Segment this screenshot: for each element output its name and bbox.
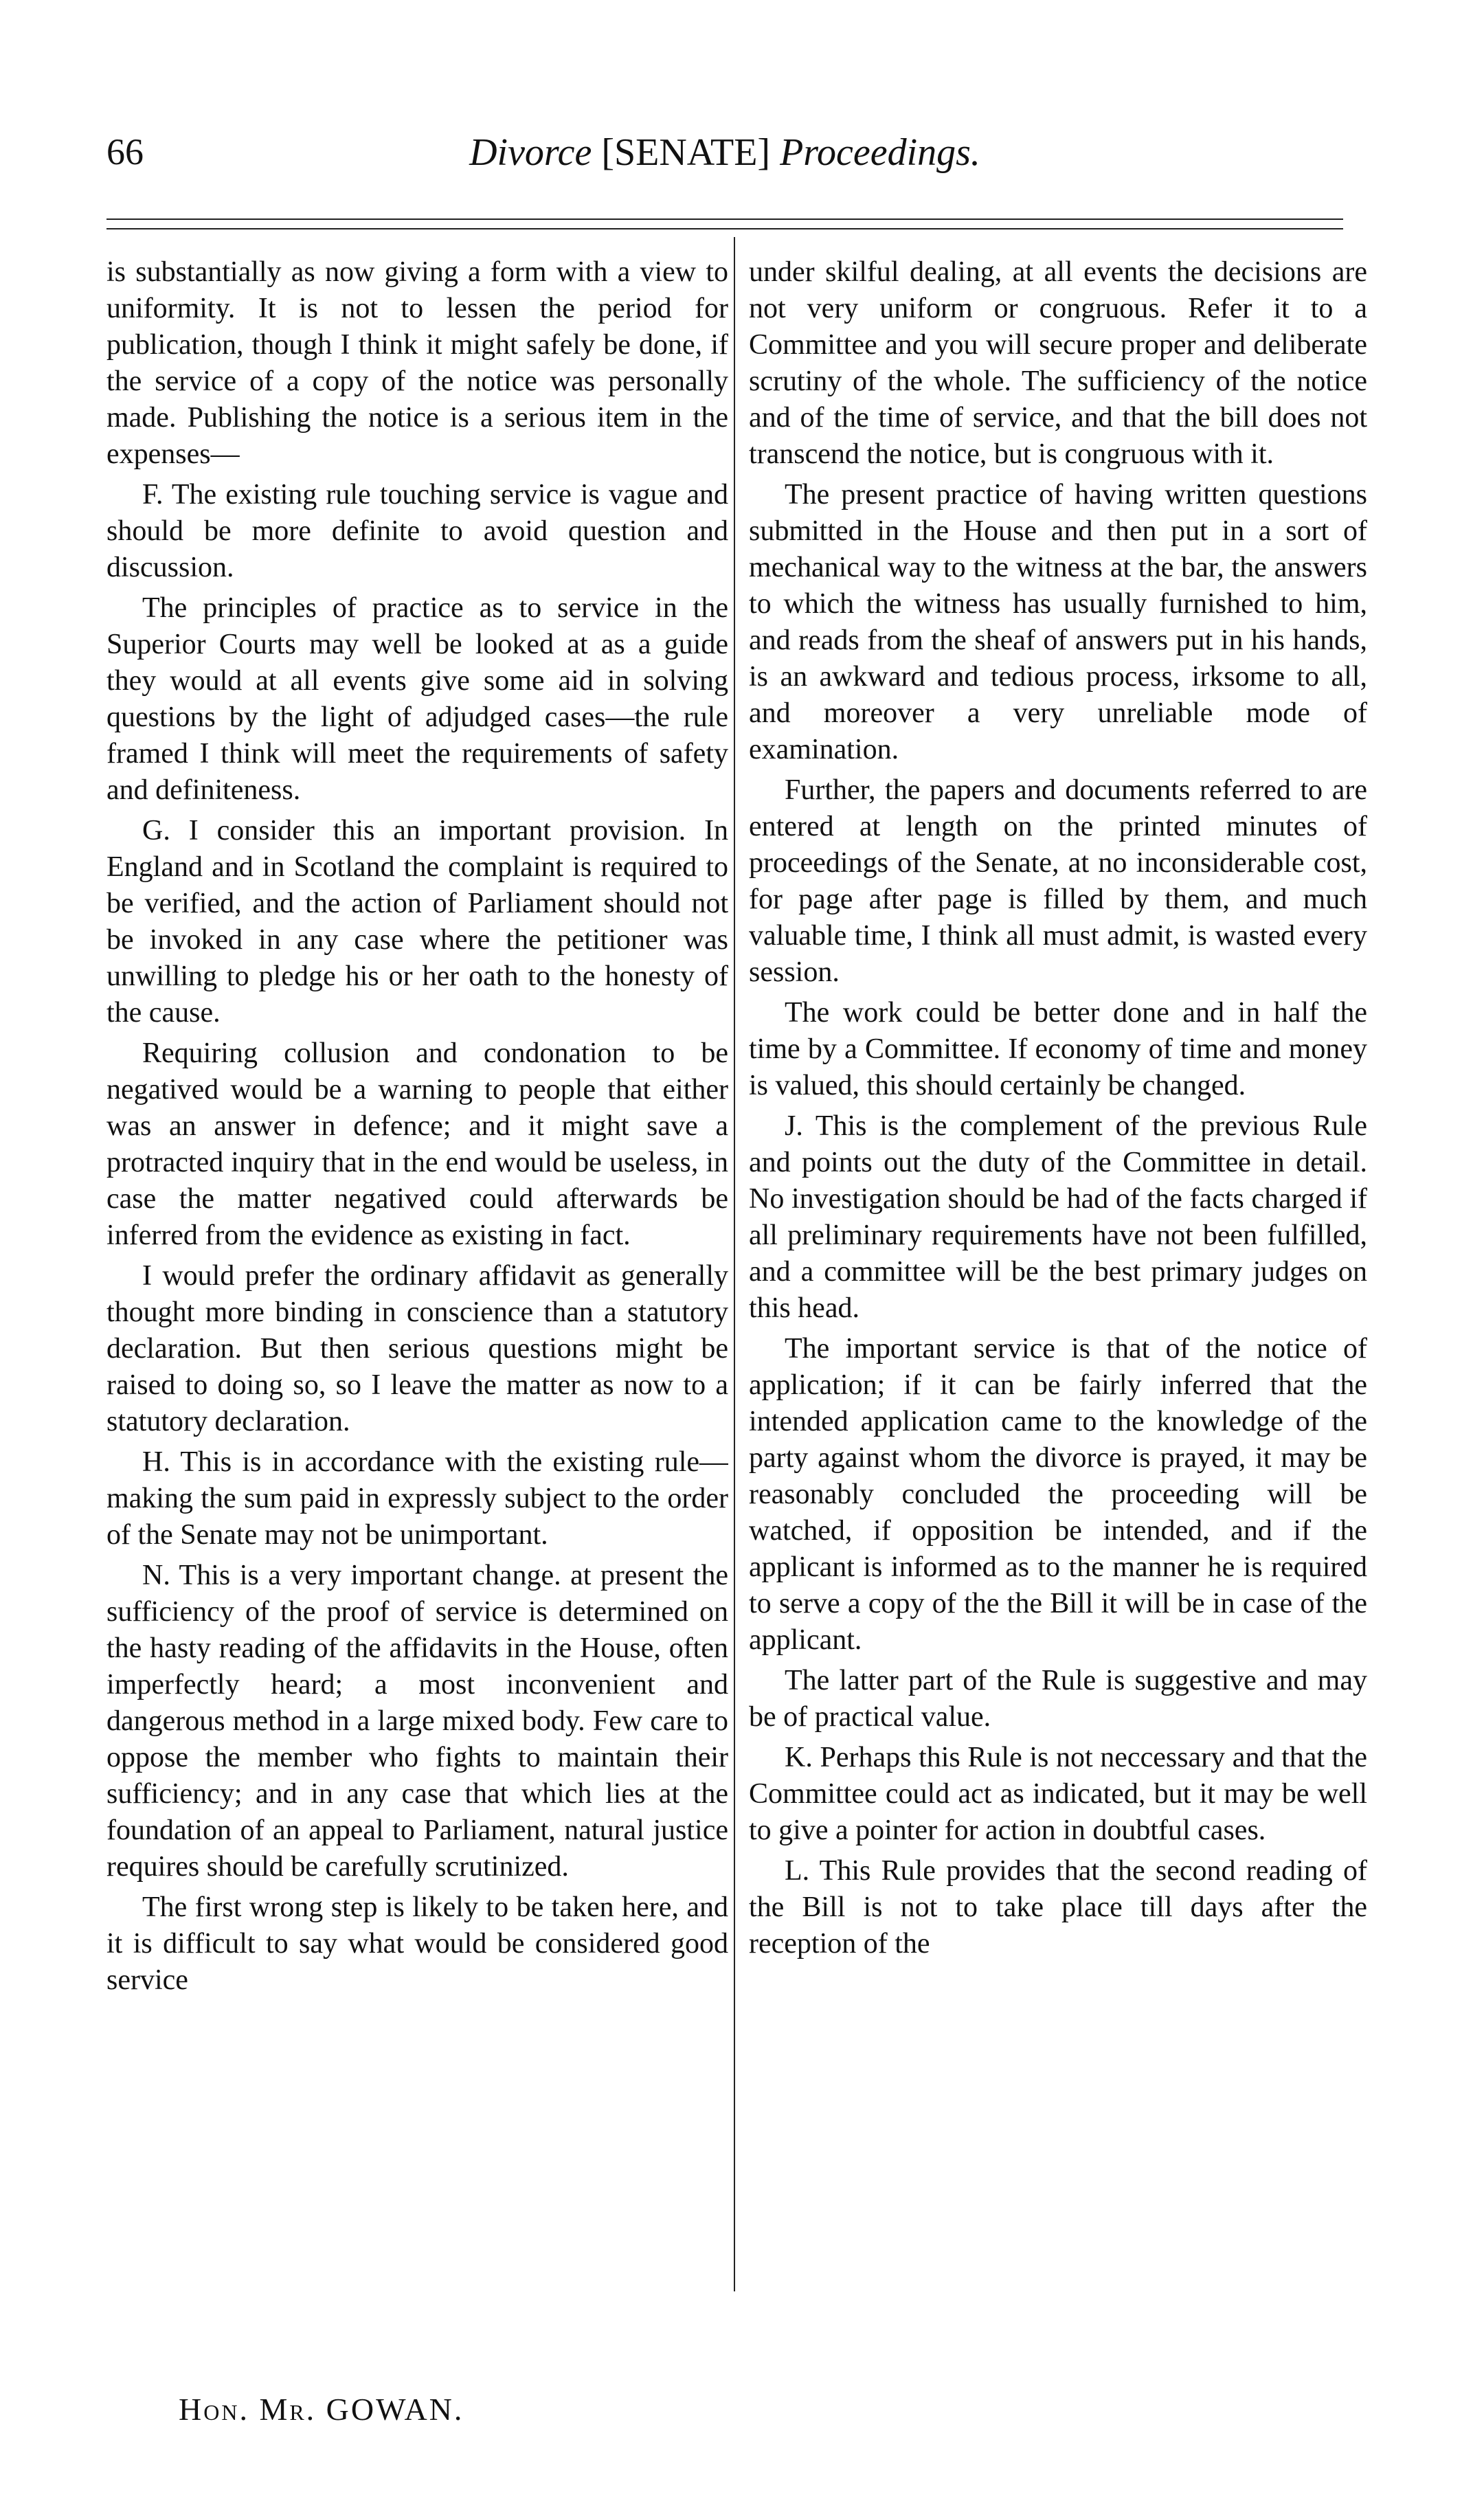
running-head-mid: [SENATE] xyxy=(601,131,771,174)
running-head-right: Proceedings. xyxy=(780,131,980,174)
paragraph: The important service is that of the notice of application; if it can be fairly inferred that the intended application came to the knowledge of the party against whom the divorce is prayed, it may be reasonably concluded the proceeding will be watched, if opposition be intended, and if the applicant is informed as to the manner he is required to serve a copy of the the Bill it will be in case of the applicant. xyxy=(749,1333,1367,1656)
running-head xyxy=(106,131,1343,175)
paragraph: K. Perhaps this Rule is not neccessary and that the Committee could act as indicated, but it may be well to give a pointer for action in doubtful cases. xyxy=(749,1742,1367,1846)
paragraph: F. The existing rule touching service is vague and should be more definite to avoid question and discussion. xyxy=(106,479,728,583)
paragraph: The principles of practice as to service in the Superior Courts may well be looked at as a guide they would at all events give some aid in solving questions by the light of adjudged cases—the rule framed I think will meet the requirements of safety and definiteness. xyxy=(106,592,728,806)
paragraph: H. This is in accordance with the existing rule—making the sum paid in expressly subject to the order of the Senate may not be unimportant. xyxy=(106,1446,728,1551)
paragraph: The present practice of having written questions submitted in the House and then put in a sort of mechanical way to the witness at the bar, the answers to which the witness has usually furnished to him, and reads from the sheaf of answers put in his hands, is an awkward and tedious process, irksome to all, and moreover a very unreliable mode of examination. xyxy=(749,479,1367,765)
column-divider xyxy=(734,237,735,2291)
header-rule-top xyxy=(106,218,1343,220)
paragraph: G. I consider this an important provision. In England and in Scotland the complaint is required to be verified, and the action of Parliament should not be invoked in any case where the petitioner was unwilling to pledge his or her oath to the honesty of the cause. xyxy=(106,815,728,1029)
paragraph: is substantially as now giving a form with a view to uniformity. It is not to lessen the period for publication, though I think it might safely be done, if the service of a copy of the notice was personally made. Publishing the notice is a serious item in the expenses— xyxy=(106,256,728,470)
paragraph: The latter part of the Rule is suggestive and may be of practical value. xyxy=(749,1665,1367,1733)
paragraph: Requiring collusion and condonation to be negatived would be a warning to people that either was an answer in defence; and it might save a protracted inquiry that in the end would be useless, in case the matter negatived could afterwards be inferred from the evidence as existing in fact. xyxy=(106,1037,728,1251)
page-header xyxy=(106,131,1343,186)
paragraph: The work could be better done and in half the time by a Committee. If economy of time and money is valued, this should certainly be changed. xyxy=(749,997,1367,1101)
running-head-left: Divorce xyxy=(469,131,592,174)
paragraph: J. This is the complement of the previous Rule and points out the duty of the Committee in detail. No investigation should be had of the facts charged if all preliminary requirements have not been fulfilled, and a committee will be the best primary judges on this head. xyxy=(749,1110,1367,1324)
page-footer-speaker: Hon. Mr. GOWAN. xyxy=(179,2392,464,2427)
header-rule-bottom xyxy=(106,228,1343,229)
page-number: 66 xyxy=(106,131,144,172)
paragraph: L. This Rule provides that the second reading of the Bill is not to take place till days after the reception of the xyxy=(749,1855,1367,1960)
left-column xyxy=(106,254,728,2288)
paragraph: under skilful dealing, at all events the decisions are not very uniform or congruous. Refer it to a Committee and you will secure proper and deliberate scrutiny of the whole. The sufficiency of the notice and of the time of service, and that the bill does not transcend the notice, but is congruous with it. xyxy=(749,256,1367,470)
paragraph: Further, the papers and documents referred to are entered at length on the printed minutes of proceedings of the Senate, at no inconsiderable cost, for page after page is filled by them, and much valuable time, I think all must admit, is wasted every session. xyxy=(749,774,1367,988)
paragraph: The first wrong step is likely to be taken here, and it is difficult to say what would be considered good service xyxy=(106,1892,728,1996)
paragraph: I would prefer the ordinary affidavit as generally thought more binding in conscience than a statutory declaration. But then serious questions might be raised to doing so, so I leave the matter as now to a statutory declaration. xyxy=(106,1260,728,1437)
right-column xyxy=(749,254,1367,2288)
paragraph: N. This is a very important change. at present the sufficiency of the proof of service is determined on the hasty reading of the affidavits in the House, often imperfectly heard; a most inconvenient and dangerous method in a large mixed body. Few care to oppose the member who fights to maintain their sufficiency; and in any case that which lies at the foundation of an appeal to Parliament, natural justice requires should be carefully scrutinized. xyxy=(106,1560,728,1883)
